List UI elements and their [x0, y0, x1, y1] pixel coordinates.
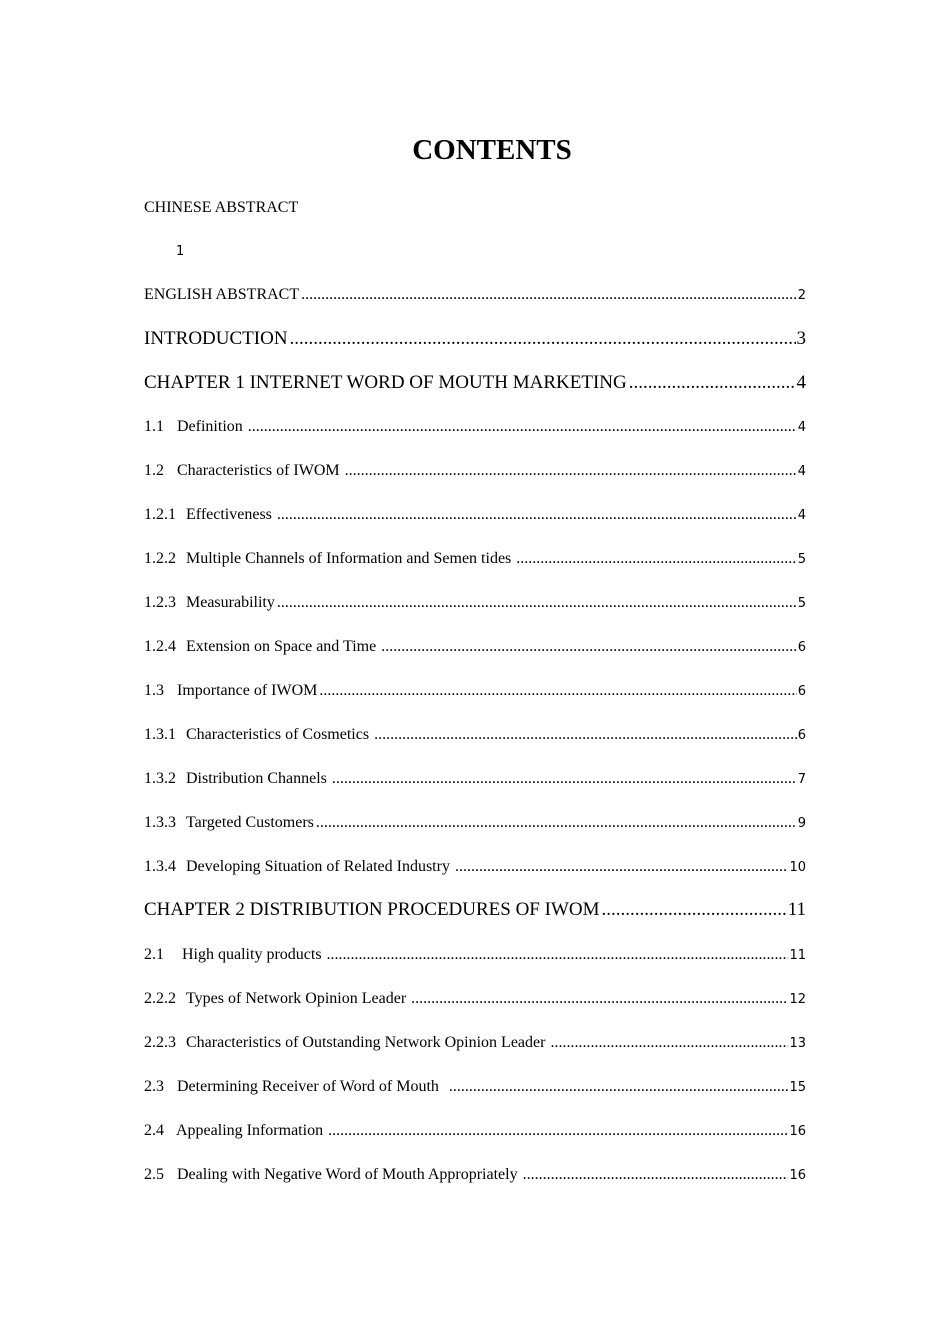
dot-leader — [516, 548, 796, 570]
toc-entry-text: ENGLISH ABSTRACT — [144, 286, 300, 303]
toc-page-number: 16 — [789, 1124, 806, 1139]
toc-page-number: 4 — [797, 420, 806, 435]
dot-leader — [374, 724, 797, 746]
toc-section-number: 2.2.2 — [144, 990, 176, 1007]
toc-entry-1-2-3[interactable] — [144, 592, 806, 615]
dot-leader — [550, 1032, 788, 1054]
toc-entry-text: Effectiveness — [186, 506, 272, 523]
toc-entry-text: Distribution Channels — [186, 770, 327, 787]
toc-page-number: 6 — [797, 684, 806, 699]
toc-entry-text: Appealing Information — [176, 1122, 324, 1139]
toc-entry-2-1[interactable] — [144, 944, 806, 967]
dot-leader — [523, 1164, 789, 1186]
toc-entry-introduction[interactable] — [144, 327, 806, 351]
toc-page-number: 15 — [789, 1080, 806, 1095]
toc-section-number: 2.1 — [144, 946, 164, 963]
toc-entry-text: Determining Receiver of Word of Mouth — [177, 1078, 439, 1095]
toc-section-number: 1.2.3 — [144, 594, 176, 611]
toc-entry-text: CHAPTER 1 INTERNET WORD OF MOUTH MARKETING — [144, 372, 627, 393]
toc-entry-1-3[interactable] — [144, 680, 806, 703]
toc-entry-text: Importance of IWOM — [177, 682, 318, 699]
toc-entry-chapter-1[interactable] — [144, 371, 806, 395]
dot-leader — [629, 371, 796, 395]
dot-leader — [290, 327, 796, 351]
toc-section-number: 1.3.1 — [144, 726, 176, 743]
toc-entry-1-1[interactable] — [144, 416, 806, 439]
dot-leader — [449, 1076, 789, 1098]
toc-entry-1-3-3[interactable] — [144, 812, 806, 835]
dot-leader — [248, 416, 797, 438]
toc-entry-text: Extension on Space and Time — [186, 638, 377, 655]
dot-leader — [316, 812, 797, 834]
toc-page-number: 4 — [797, 508, 806, 523]
toc-entry-2-2-2[interactable] — [144, 988, 806, 1011]
toc-entry-text: Characteristics of Outstanding Network Opinion Leader — [186, 1034, 546, 1051]
toc-section-number: 1.3.4 — [144, 858, 176, 875]
toc-page-number: 11 — [787, 899, 806, 920]
toc-page-number: 5 — [797, 596, 806, 611]
toc-section-number: 1.2.2 — [144, 550, 176, 567]
toc-entry-english-abstract[interactable] — [144, 284, 806, 307]
toc-entry-1-3-4[interactable] — [144, 856, 806, 879]
toc-page-number: 6 — [797, 728, 806, 743]
toc-section-number: 1.3.2 — [144, 770, 176, 787]
toc-entry-2-2-3[interactable] — [144, 1032, 806, 1055]
toc-entry-chinese-abstract[interactable]: CHINESE ABSTRACT — [144, 199, 299, 216]
toc-entry-1-3-1[interactable] — [144, 724, 806, 747]
dot-leader — [301, 284, 797, 306]
toc-page-number: 1 — [176, 244, 185, 259]
toc-entry-2-4[interactable] — [144, 1120, 806, 1143]
dot-leader — [277, 592, 797, 614]
toc-entry-2-3[interactable] — [144, 1076, 806, 1099]
toc-section-number: 1.3.3 — [144, 814, 176, 831]
toc-entry-1-2[interactable] — [144, 460, 806, 483]
dot-leader — [327, 944, 789, 966]
toc-entry-text: Dealing with Negative Word of Mouth Appropriately — [177, 1166, 518, 1183]
dot-leader — [277, 504, 797, 526]
dot-leader — [411, 988, 788, 1010]
page-title: CONTENTS — [412, 134, 572, 166]
toc-section-number: 1.2.1 — [144, 506, 176, 523]
toc-entry-text: Multiple Channels of Information and Semen tides — [186, 550, 512, 567]
toc-entry-text: Targeted Customers — [186, 814, 314, 831]
toc-page-number: 3 — [796, 328, 806, 349]
dot-leader — [345, 460, 797, 482]
toc-entry-text: Measurability — [186, 594, 275, 611]
toc-page-number: 12 — [789, 992, 806, 1007]
toc-page-number: 11 — [789, 948, 806, 963]
toc-entry-text: Definition — [177, 418, 243, 435]
toc-page-number: 13 — [789, 1036, 806, 1051]
toc-entry-text: Developing Situation of Related Industry — [186, 858, 450, 875]
toc-entry-1-2-2[interactable] — [144, 548, 806, 571]
toc-entry-1-2-1[interactable] — [144, 504, 806, 527]
dot-leader — [455, 856, 789, 878]
toc-entry-text: Characteristics of IWOM — [177, 462, 340, 479]
toc-page-number: 4 — [797, 464, 806, 479]
toc-page-number: 7 — [797, 772, 806, 787]
toc-entry-text: High quality products — [182, 946, 322, 963]
toc-section-number: 2.2.3 — [144, 1034, 176, 1051]
toc-page-number: 4 — [796, 372, 806, 393]
toc-page-number: 2 — [797, 288, 806, 303]
toc-page-number: 9 — [797, 816, 806, 831]
toc-entry-text: Types of Network Opinion Leader — [186, 990, 407, 1007]
toc-section-number: 1.2 — [144, 462, 164, 479]
dot-leader — [319, 680, 796, 702]
dot-leader — [381, 636, 797, 658]
dot-leader — [328, 1120, 788, 1142]
toc-section-number: 1.3 — [144, 682, 164, 699]
toc-section-number: 2.5 — [144, 1166, 164, 1183]
toc-entry-2-5[interactable] — [144, 1164, 806, 1187]
toc-page-number: 6 — [797, 640, 806, 655]
toc-section-number: 1.1 — [144, 418, 164, 435]
dot-leader — [332, 768, 797, 790]
toc-page-number: 5 — [797, 552, 806, 567]
toc-page-number: 16 — [789, 1168, 806, 1183]
toc-entry-text: INTRODUCTION — [144, 328, 288, 349]
toc-entry-chapter-2[interactable] — [144, 898, 806, 922]
toc-entry-text: Characteristics of Cosmetics — [186, 726, 370, 743]
toc-entry-text: CHAPTER 2 DISTRIBUTION PROCEDURES OF IWOM — [144, 899, 600, 920]
dot-leader — [602, 898, 787, 922]
toc-section-number: 2.4 — [144, 1122, 164, 1139]
toc-section-number: 2.3 — [144, 1078, 164, 1095]
toc-page-number: 10 — [789, 860, 806, 875]
toc-section-number: 1.2.4 — [144, 638, 176, 655]
toc-entry-1-3-2[interactable] — [144, 768, 806, 791]
toc-entry-1-2-4[interactable] — [144, 636, 806, 659]
